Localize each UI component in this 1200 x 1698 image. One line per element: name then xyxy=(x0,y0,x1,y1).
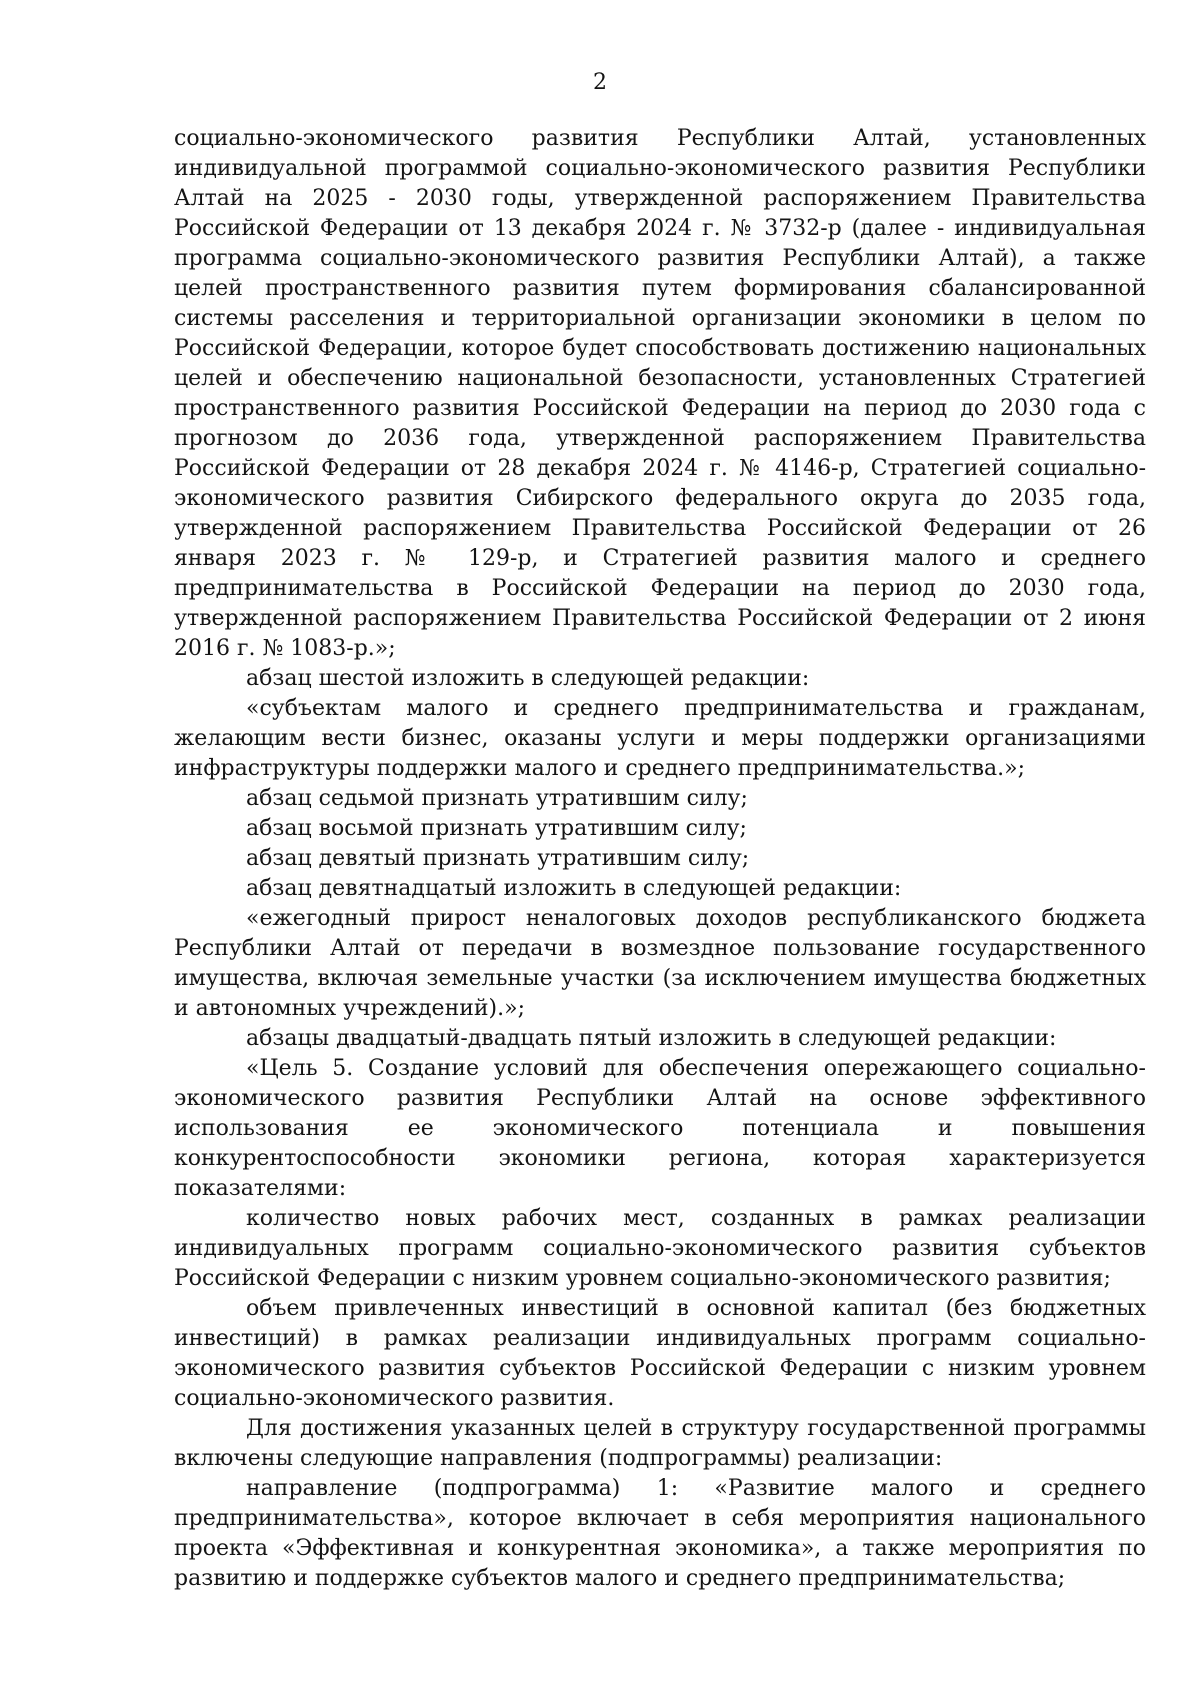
paragraph: «субъектам малого и среднего предпринимательства и гражданам, желающим вести бизнес, оказаны услуги и меры поддержки организациями инфраструктуры поддержки малого и среднего предпринимательства.»; xyxy=(174,696,1146,781)
paragraph: количество новых рабочих мест, созданных в рамках реализации индивидуальных программ социально-экономического развития субъектов Российской Федерации с низким уровнем социально-экономического развития; xyxy=(174,1206,1146,1291)
paragraph: «Цель 5. Создание условий для обеспечения опережающего социально-экономического развития Республики Алтай на основе эффективного использования ее экономического потенциала и повышения конкурентоспособности экономики региона, которая характеризуется показателями: xyxy=(174,1056,1146,1201)
paragraph: абзац девятнадцатый изложить в следующей редакции: xyxy=(246,876,902,901)
paragraph: объем привлеченных инвестиций в основной капитал (без бюджетных инвестиций) в рамках реализации индивидуальных программ социально-экономического развития субъектов Российской Федерации с низким уровнем социально-экономического развития. xyxy=(174,1296,1146,1411)
paragraph: направление (подпрограмма) 1: «Развитие малого и среднего предпринимательства», которое включает в себя мероприятия национального проекта «Эффективная и конкурентная экономика», а также мероприятия по развитию и поддержке субъектов малого и среднего предпринимательства; xyxy=(174,1476,1146,1591)
paragraph: «ежегодный прирост неналоговых доходов республиканского бюджета Республики Алтай от передачи в возмездное пользование государственного имущества, включая земельные участки (за исключением имущества бюджетных и автономных учреждений).»; xyxy=(174,906,1146,1021)
paragraph: социально-экономического развития Республики Алтай, установленных индивидуальной программой социально-экономического развития Республики Алтай на 2025 - 2030 годы, утвержденной распоряжением Правительства Российской Федерации от 13 декабря 2024 г. № 3732-р (далее - индивидуальная программа социально-экономического развития Республики Алтай), а также целей пространственного развития путем формирования сбалансированной системы расселения и территориальной организации экономики в целом по Российской Федерации, которое будет способствовать достижению национальных целей и обеспечению национальной безопасности, установленных Стратегией пространственного развития Российской Федерации на период до 2030 года с прогнозом до 2036 года, утвержденной распоряжением Правительства Российской Федерации от 28 декабря 2024 г. № 4146-р, Стратегией социально-экономического развития Сибирского федерального округа до 2035 года, утвержденной распоряжением Правительства Российской Федерации от 26 января 2023 г. № 129-р, и Стратегией развития малого и среднего предпринимательства в Российской Федерации на период до 2030 года, утвержденной распоряжением Правительства Российской Федерации от 2 июня 2016 г. № 1083-р.»; xyxy=(174,126,1146,661)
paragraph: абзац девятый признать утратившим силу; xyxy=(246,846,750,871)
paragraph: абзац седьмой признать утратившим силу; xyxy=(246,786,748,811)
paragraph: абзацы двадцатый-двадцать пятый изложить в следующей редакции: xyxy=(246,1026,1057,1051)
paragraph: абзац восьмой признать утратившим силу; xyxy=(246,816,747,841)
document-body xyxy=(174,124,1146,1594)
paragraph: абзац шестой изложить в следующей редакции: xyxy=(246,666,810,691)
page-number: 2 xyxy=(593,70,607,95)
paragraph: Для достижения указанных целей в структуру государственной программы включены следующие направления (подпрограммы) реализации: xyxy=(174,1416,1146,1471)
